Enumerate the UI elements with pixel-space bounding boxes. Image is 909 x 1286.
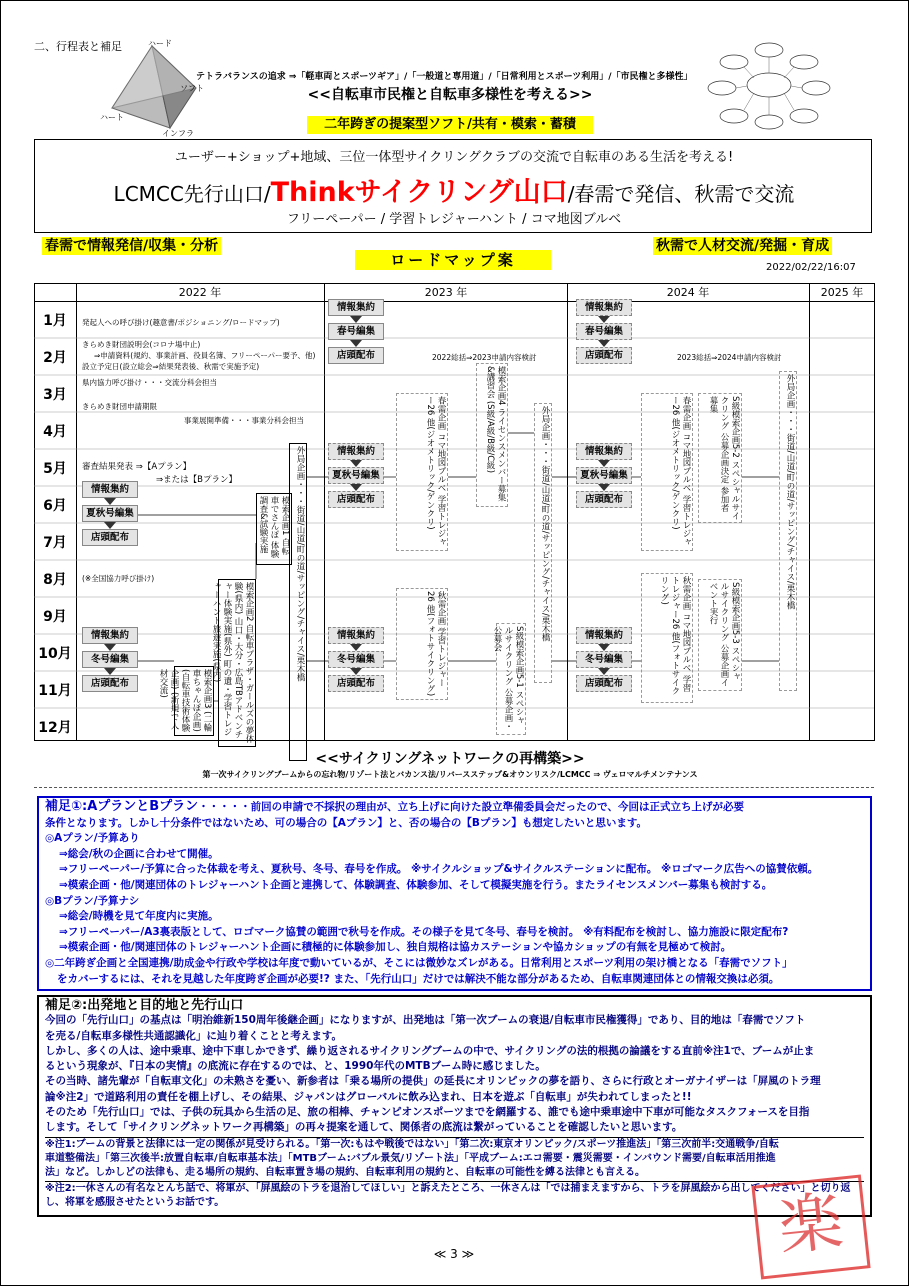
main-title	[35, 170, 873, 209]
event-text: 審査結果発表 ⇒【Aプラン】	[82, 462, 192, 472]
supplement-1-line: 条件となります。しかし十分条件ではないため、可の場合の【Aプラン】と、否の場合の【Bプラン】も想定したいと思います。	[45, 816, 648, 829]
page-number: ≪ 3 ≫	[433, 1247, 475, 1261]
info-bottom: 店頭配布	[576, 347, 632, 364]
plan-a-heading: ◎Aプラン/予算あり	[45, 832, 140, 845]
note-2-line: ※注2:一休さんの有名なとんち話で、将軍が、「屏風絵のトラを退治してほしい」と訴えたところ、一休さんは「では捕まえますから、トラを屏風絵から出してください」と切り返	[45, 1182, 851, 1194]
spring-highlight: 春需で情報発信/収集・分析	[42, 237, 221, 255]
info-edition: 夏秋号編集	[576, 467, 632, 484]
month-7: 7月	[43, 535, 67, 551]
divider	[34, 787, 874, 788]
event-text: 発起人への呼び掛け(趣意書/ポジショニング/ロードマップ)	[82, 318, 280, 327]
event-text: 2023総括⇒2024申請内容検討	[677, 353, 782, 362]
pyr-hard: ハード	[148, 39, 172, 48]
info-top: 情報集約	[576, 627, 632, 644]
info-edition: 春号編集	[328, 323, 384, 340]
info-top: 情報集約	[328, 299, 384, 316]
roadmap-title: ロードマップ案	[355, 250, 551, 270]
plan-a-line: ⇒フリーペーパー/予算に合った体裁を考え、夏秋号、冬号、春号を作成。 ※サイクルショップ&サイクルステーションに配布。 ※ロゴマーク広告への協賛依頼。	[59, 863, 819, 876]
event-text: ⇒申請資料(規約、事業計画、役員名簿、フリーペーパー要予、他)	[94, 351, 316, 360]
two-year-line: をカバーするには、それを見越した年度跨ぎ企画が必要!? また、「先行山口」だけでは解決不能な部分があるため、自転車関連団体との情報交換は必須。	[57, 972, 780, 985]
exploration-plan-4: 模索企画4 ライセンスメンバー募集&講習会 (S級/A級/B級/C級)	[476, 363, 508, 507]
think-cycling-title: Thinkサイクリング山口	[270, 177, 568, 208]
event-text: ⇒または【Bプラン】	[156, 475, 237, 485]
supplement-1-intro: ・・・・・前回の申請で不採択の理由が、立ち上げに向けた設立準備委員会だったので、今回は正式立ち上げが必要	[198, 801, 744, 813]
event-text: (※全国協力呼び掛け)	[82, 574, 155, 583]
month-8: 8月	[43, 572, 67, 588]
supplement-2-line: しかし、多くの人は、途中乗車、途中下車しかできず、繰り返されるサイクリングブームの中で、サイクリングの法的根拠の論議をする直前※注1で、ブームが止ま	[45, 1044, 815, 1057]
outer-plan-2024: 外局企画・・・街道/山道/町の道/サッピング/チャイス/栗木橋	[779, 371, 797, 691]
event-text: きらめき財団申請期限	[82, 402, 157, 411]
info-top: 情報集約	[576, 443, 632, 460]
raku-stamp: 楽	[751, 1175, 870, 1280]
main-concept-box	[34, 139, 872, 233]
plan-a-line: ⇒模索企画・他/関連団体のトレジャーハント企画と連携して、体験調査、体験参加、そして模擬実施を行う。またライセンスメンバー募集も検討する。	[59, 878, 773, 891]
info-edition: 春号編集	[576, 323, 632, 340]
year-2024: 2024 年	[666, 286, 710, 299]
info-edition: 冬号編集	[328, 651, 384, 668]
month-12: 12月	[38, 720, 72, 736]
title-prefix: LCMCC先行山口/	[113, 182, 271, 206]
product-line: フリーペーパー / 学習トレジャーハント / コマ地図ブルベ	[286, 212, 622, 227]
month-11: 11月	[38, 683, 72, 699]
info-bottom: 店頭配布	[576, 675, 632, 692]
info-top: 情報集約	[328, 627, 384, 644]
supplement-2-title: 補足②:出発地と目的地と先行山口	[45, 998, 244, 1013]
supplement-2-line: します。そして「サイクリングネットワーク再構築」の再々提案を通して、関係者の底流は繋がっていることを確認したいと思います。	[45, 1121, 683, 1134]
supplement-2-line: 今回の「先行山口」の基点は「明治維新150周年後継企画」になりますが、出発地は「第一次ブームの衰退/自転車市民権獲得」であり、目的地は「春需でソフト	[45, 1014, 806, 1027]
theme-title: <<自転車市民権と自転車多様性を考える>>	[307, 87, 593, 103]
info-edition: 夏秋号編集	[328, 467, 384, 484]
event-text: 事業展開準備・・・事業分科会担当	[184, 416, 304, 425]
event-text: 県内協力呼び掛け・・・交流分科会担当	[82, 378, 217, 387]
month-2: 2月	[43, 350, 67, 366]
two-year-line: ◎二年跨ぎ企画と全国連携/助成金や行政や学校は年度で動いているが、そこには微妙なズレがある。日常利用とスポーツ利用の架け橋となる「春需でソフト」	[45, 956, 793, 969]
exploration-plan-3: 模索企画3 (二輪車ちゃんぽ企画) (自転車技術体験企画) (新規で人材交流)	[174, 666, 214, 736]
supplement-1-heading	[45, 799, 864, 816]
pyr-heart: ハート	[100, 113, 124, 122]
info-top: 情報集約	[576, 299, 632, 316]
document-date: 2022/02/22/16:07	[766, 262, 856, 273]
outer-plan-2022: 外局企画・・・街道/山道/町の道/サッピング/チャイス/栗木橋	[289, 443, 307, 761]
info-bottom: 店頭配布	[576, 491, 632, 508]
info-top: 情報集約	[328, 443, 384, 460]
plan-a-line: ⇒総会/秋の企画に合わせて開催。	[59, 847, 219, 860]
tetra-pyramid-diagram	[100, 36, 210, 136]
network-title: <<サイクリングネットワークの再構築>>	[315, 751, 585, 767]
supplement-1-box	[37, 796, 872, 991]
month-4: 4月	[43, 424, 67, 440]
info-edition: 冬号編集	[82, 651, 138, 668]
month-5: 5月	[43, 461, 67, 477]
proposal-banner: 二年跨ぎの提案型ソフト/共有・模索・蓄積	[307, 116, 593, 134]
pyr-soft: ソフト	[180, 84, 204, 93]
spring-plan-2024: 春需企画 コマ地図ブルベ 学習トレジャー26 他(ジオメトリック/ゲンクリ)	[641, 393, 693, 551]
supplement-2-line: その当時、諸先輩が「自転車文化」の未熟さを憂い、新参者は「乗る場所の提供」の延長にオリンピックの夢を語り、さらに行政とオーガナイザーは「屏風のトラ理	[45, 1075, 821, 1088]
concept-line: ユーザー+ショップ+地域、三位一体型サイクリングクラブの交流で自転車のある生活を考える!	[174, 150, 734, 165]
pyr-infra: インフラ	[162, 129, 194, 138]
plan-b-line: ⇒総会/時機を見て年度内に実施。	[59, 910, 219, 923]
spring-plan-2023: 春需企画 コマ地図ブルベ 学習トレジャー26 他(ジオメトリック/ゲンクリ)	[396, 393, 448, 551]
exploration-plan-1: 模索企画1 自転車でさんぽ 体験調査&試験実施	[256, 493, 292, 565]
plan-b-line: ⇒フリーペーパー/A3裏表版として、ロゴマーク協賛の範囲で秋号を作成。その様子を見て冬号、春号を検討。 ※有料配布を検討し、協力施設に限定配布?	[59, 925, 789, 938]
month-9: 9月	[43, 609, 67, 625]
note-1	[45, 1137, 864, 1181]
year-2025: 2025 年	[820, 286, 864, 299]
note-2	[45, 1181, 864, 1211]
month-6: 6月	[43, 498, 67, 514]
special-plan-5-1: S級模索企画5-1 スペシャルサイクリング 公募企画・公募会	[496, 623, 526, 735]
special-plan-5-2: S級模索企画5-2 スペシャルサイクリング 公募企画決定 参加者募集	[698, 393, 742, 523]
section-title: 二、行程表と補足	[34, 40, 122, 53]
year-2023: 2023 年	[424, 286, 468, 299]
note-1-line: 法」など。しかしどの法律も、走る場所の規約、自転車置き場の規約、自転車利用の規約と、自転車の可能性を縛る法律とも言える。	[45, 1167, 645, 1179]
info-edition: 夏秋号編集	[82, 505, 138, 522]
tetra-balance-line: テトラバランスの追求 ⇒「軽車両とスポーツギア」/「一般道と専用道」/「日常利用とスポーツ利用」/「市民権と多様性」	[196, 72, 693, 82]
supplement-2-line: そのため「先行山口」では、子供の玩具から生活の足、旅の相棒、チャンピオンスポーツまでを網羅する、誰でも途中乗車途中下車が可能なタスクフォースを目指	[45, 1106, 810, 1119]
supplement-2-line: るという現象が、『日本の実情』の底流に存在するのでは、と、1990年代のMTBブーム時に感じました。	[45, 1060, 546, 1073]
plan-b-heading: ◎Bプラン/予算ナシ	[45, 894, 140, 907]
mindmap-diagram	[704, 40, 834, 130]
roadmap-connectors	[34, 283, 874, 740]
info-bottom: 店頭配布	[328, 491, 384, 508]
supplement-1-title: 補足①:AプランとBプラン	[45, 799, 199, 814]
outer-plan-2023: 外局企画・・・街道/山道/町の道/サッピング/チャイス/栗木橋	[534, 403, 552, 683]
autumn-highlight: 秋需で人材交流/発掘・育成	[653, 237, 832, 255]
supplement-2-box	[37, 995, 872, 1217]
year-2022: 2022 年	[178, 286, 222, 299]
info-bottom: 店頭配布	[328, 675, 384, 692]
exploration-plan-2: 模索企画2 自転車プラザ・ガールズの夢体験(県内) 山口・大分・広島TBアドベンチャー体験実施(県外) 町の遺・学習トレジャーハント旅遊実施(県内)	[218, 579, 256, 747]
info-edition: 冬号編集	[576, 651, 632, 668]
note-1-line: 車道整備法」「第三次後半:放置自転車/自転車基本法」「MTBブーム:バブル景気/リゾート法」「平成ブーム:エコ需要・震災需要・インバウンド需要/自転車活用推進	[45, 1152, 776, 1164]
autumn-plan-2024: 秋需企画 コマ地図ブルベ 学習トレジャー26 他(フォトサイクリング)	[641, 573, 693, 703]
supplement-2-line: を売る/自転車多様性共通認識化」に辿り着くことと考えます。	[45, 1029, 342, 1042]
info-bottom: 店頭配布	[82, 675, 138, 692]
note-2-line: し、将軍を感服させたというお話です。	[45, 1196, 225, 1208]
note-1-line: ※注1:ブームの背景と法律には一定の関係が見受けられる。「第一次:もはや戦後ではない」「第二次:東京オリンピック/スポーツ推進法」「第三次前半:交通戦争/自転	[45, 1138, 779, 1150]
event-text: 2022総括⇒2023申請内容検討	[432, 353, 537, 362]
month-3: 3月	[43, 387, 67, 403]
network-subtitle: 第一次サイクリングブームからの忘れ物/リゾート法とバカンス法/リバースステップ&オウンリスク/LCMCC ⇒ ヴェロマルチメンテナンス	[202, 770, 698, 779]
info-top: 情報集約	[82, 627, 138, 644]
info-bottom: 店頭配布	[328, 347, 384, 364]
supplement-2-line: 論※注2」で道路利用の責任を棚上げし、その結果、ジャパンはグローバルに飲み込まれ、日本を遊ぶ「自転車」が失われてしまったと!!	[45, 1090, 692, 1103]
autumn-plan-2023: 秋需企画 学習トレジャー26 他(フォトサイクリング)	[396, 588, 448, 700]
title-suffix: /春需で発信、秋需で交流	[567, 182, 795, 206]
month-10: 10月	[38, 646, 72, 662]
event-text: きらめき財団説明会(コロナ場中止)	[82, 340, 201, 349]
event-text: 設立予定日(設立総会⇒結果発表後、秋需で実施予定)	[82, 362, 260, 371]
info-top: 情報集約	[82, 481, 138, 498]
month-1: 1月	[43, 313, 67, 329]
special-plan-5-3: S級模索企画5-3 スペシャルサイクリング 公募企画イベント実行	[698, 579, 742, 691]
plan-b-line: ⇒模索企画・他/関連団体のトレジャーハント企画に積極的に体験参加し、独自規格は協カステーションや協カショップの有無を見極めて検討。	[59, 941, 732, 954]
info-bottom: 店頭配布	[82, 529, 138, 546]
roadmap-content	[34, 283, 874, 744]
